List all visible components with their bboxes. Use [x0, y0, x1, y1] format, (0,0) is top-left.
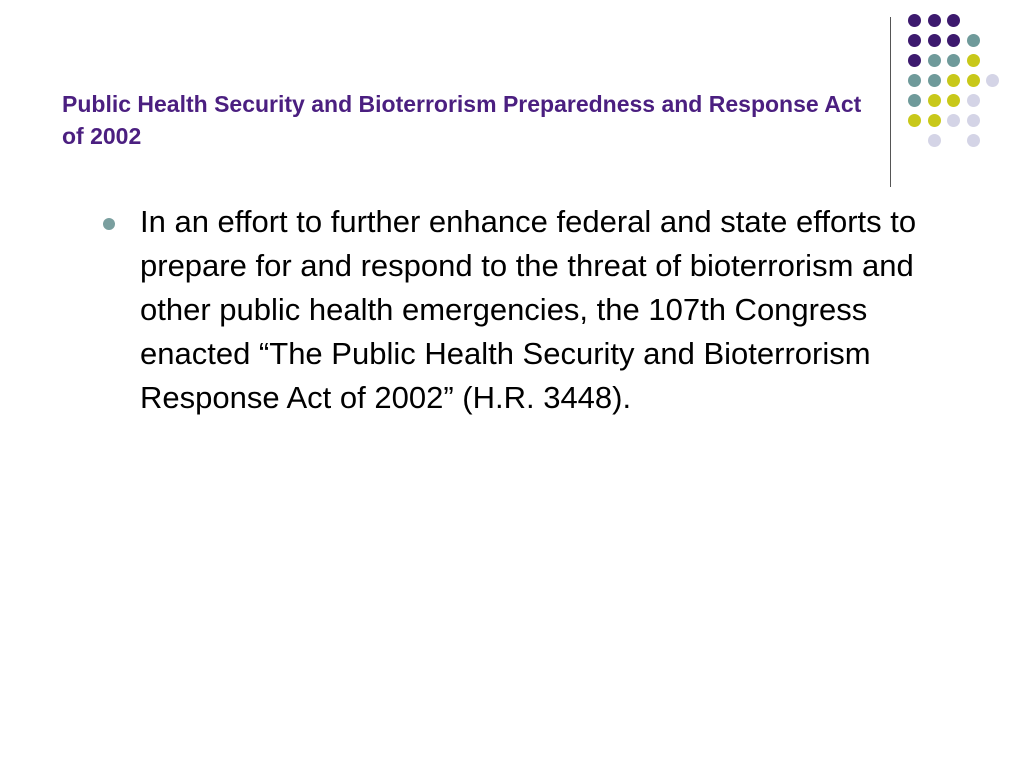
decorative-dot: [967, 134, 980, 147]
decorative-dot: [928, 34, 941, 47]
decorative-dot-grid: [908, 14, 1008, 164]
decorative-dot: [908, 94, 921, 107]
decorative-dot: [947, 14, 960, 27]
decorative-dot: [928, 134, 941, 147]
decorative-dot: [947, 94, 960, 107]
bullet-item: [100, 200, 980, 420]
decorative-dot: [908, 14, 921, 27]
bullet-list: [100, 200, 980, 420]
decorative-dot: [967, 34, 980, 47]
decorative-dot: [928, 114, 941, 127]
decorative-dot: [947, 34, 960, 47]
decorative-dot: [908, 34, 921, 47]
decorative-dot: [908, 74, 921, 87]
decorative-dot: [967, 74, 980, 87]
decorative-dot: [908, 114, 921, 127]
decorative-dot: [928, 54, 941, 67]
decorative-dot: [967, 94, 980, 107]
decorative-dot: [928, 94, 941, 107]
decorative-dot: [908, 54, 921, 67]
decorative-dot: [928, 14, 941, 27]
decorative-dot: [947, 114, 960, 127]
decorative-dot: [928, 74, 941, 87]
decorative-dot: [986, 74, 999, 87]
decorative-dot: [967, 54, 980, 67]
slide-title: Public Health Security and Bioterrorism Preparedness and Response Act of 2002: [62, 91, 862, 149]
decorative-dot: [967, 114, 980, 127]
bullet-dot-icon: [103, 218, 115, 230]
title-divider-line: [890, 17, 891, 187]
decorative-dot: [947, 54, 960, 67]
decorative-dot: [947, 74, 960, 87]
bullet-text: In an effort to further enhance federal and state efforts to prepare for and respond to the threat of bioterrorism and other public health emergencies, the 107th Congress enacted “The Public Health Security and Bioterrorism Response Act of 2002” (H.R. 3448).: [140, 204, 917, 415]
